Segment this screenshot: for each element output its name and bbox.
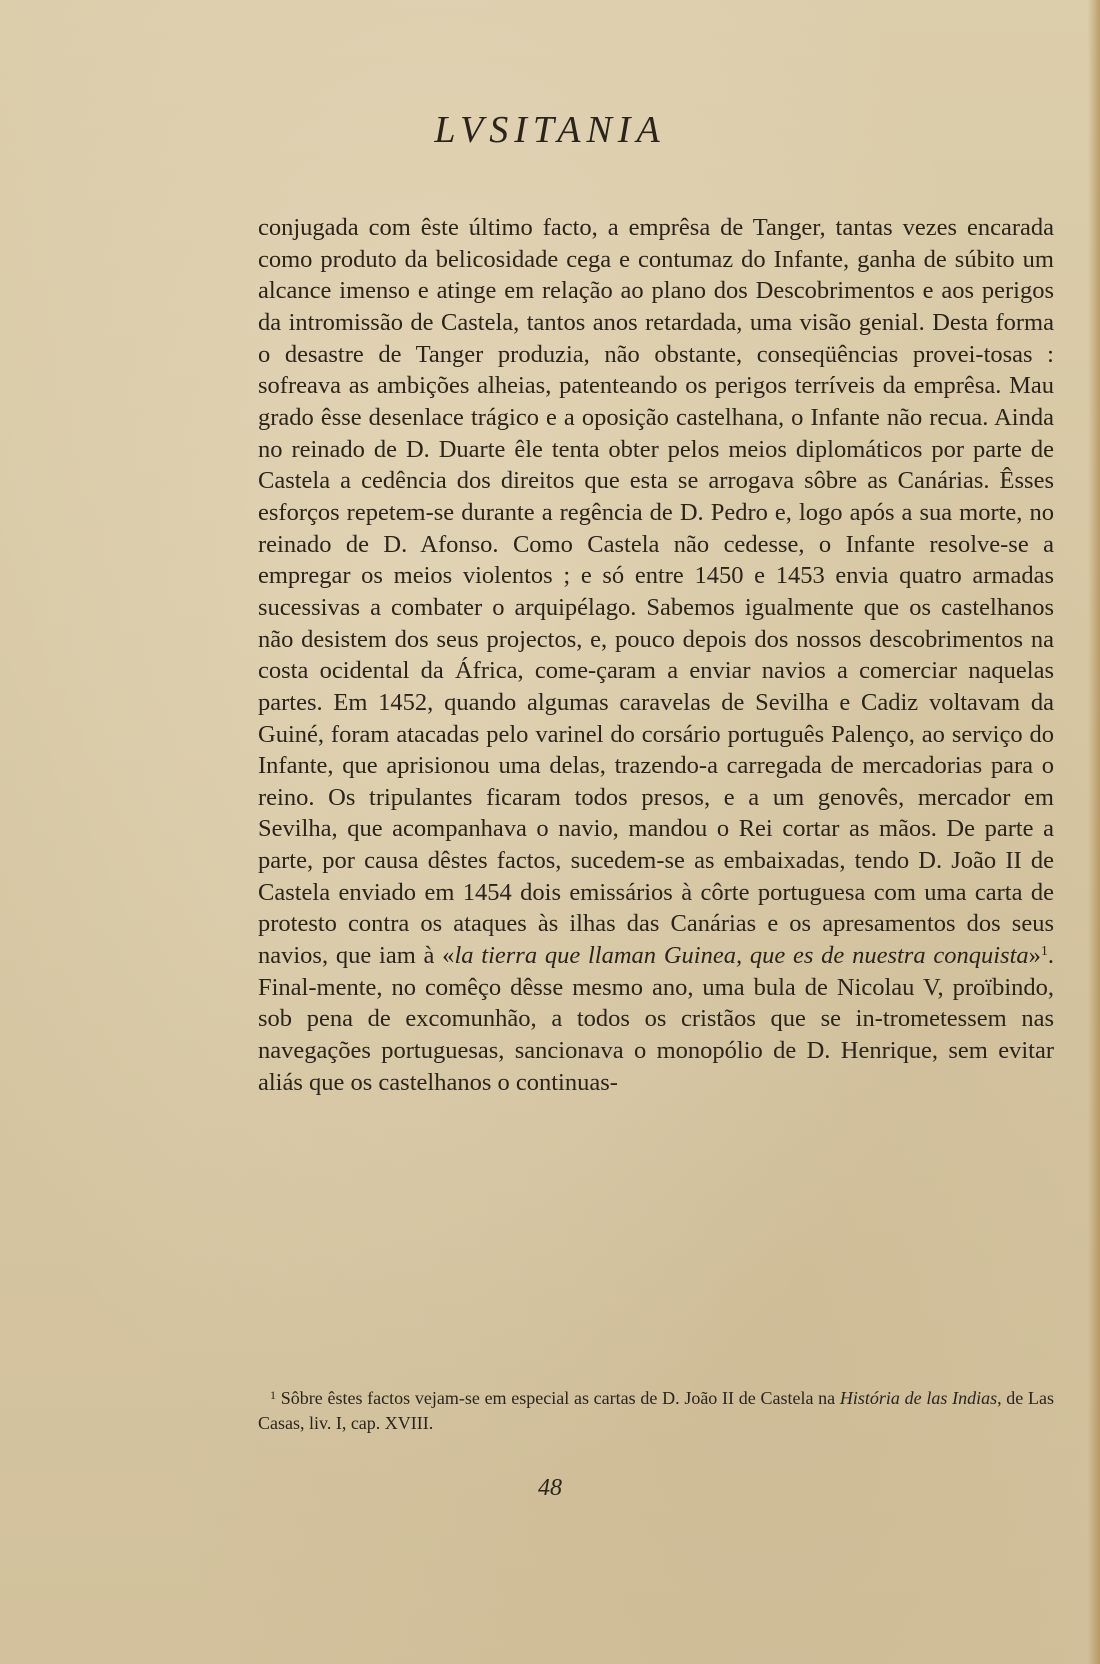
footnote — [258, 1386, 1054, 1436]
spanish-quotation: la tierra que llaman Guinea, que es de nuestra conquista — [454, 942, 1029, 970]
running-head: LVSITANIA — [434, 109, 666, 151]
body-paragraph — [258, 212, 1054, 1098]
page-edge-shadow — [1088, 0, 1100, 1664]
footnote-marker: 1 — [270, 1388, 276, 1402]
footnote-book-title: História de las Indias — [839, 1388, 998, 1408]
footnote-text-start: Sôbre êstes factos vejam-se em especial as cartas de D. João II de Castela na — [280, 1388, 840, 1408]
body-text-run-2: » — [1028, 942, 1041, 970]
page-number: 48 — [538, 1475, 562, 1501]
body-text-run-3: . Final-mente, no comêço dêsse mesmo ano, uma bula de Nicolau V, proïbindo, sob pena de excomunhão, a todos os cristãos que se in-trometessem nas navegações portuguesas, sancionava o monopólio de D. Henrique, sem evitar aliás que os castelhanos o continuas- — [258, 942, 1055, 1096]
footnote-text-end: , de Las Casas, liv. I, cap. XVIII. — [258, 1388, 1055, 1433]
body-text-run-1: conjugada com êste último facto, a emprêsa de Tanger, tantas vezes encarada como produto da belicosidade cega e contumaz do Infante, ganha de súbito um alcance imenso e atinge em relação ao plano dos Descobrimentos e aos perigos da intromissão de Castela, tantos anos retardada, uma visão genial. Desta forma o desastre de Tanger produzia, não obstante, conseqüências provei-tosas : sofreava as ambições alheias, patenteando os perigos terríveis da emprêsa. Mau grado êsse desenlace trágico e a oposição castelhana, o Infante não recua. Ainda no reinado de D. Duarte êle tenta obter pelos meios diplomáticos por parte de Castela a cedência dos direitos que esta se arrogava sôbre as Canárias. Êsses esforços repetem-se durante a regência de D. Pedro e, logo após a sua morte, no reinado de D. Afonso. Como Castela não cedesse, o Infante resolve-se a empregar os meios violentos ; e só entre 1450 e 1453 envia quatro armadas sucessivas a combater o arquipélago. Sabemos igualmente que os castelhanos não desistem dos seus projectos, e, pouco depois dos nossos descobrimentos na costa ocidental da África, come-çaram a enviar navios a comerciar naquelas partes. Em 1452, quando algumas caravelas de Sevilha e Cadiz voltavam da Guiné, foram atacadas pelo varinel do corsário português Palenço, ao serviço do Infante, que aprisionou uma delas, trazendo-a carregada de mercadorias para o reino. Os tripulantes ficaram todos presos, e a um genovês, mercador em Sevilha, que acompanhava o navio, mandou o Rei cortar as mãos. De parte a parte, por causa dêstes factos, sucedem-se as embaixadas, tendo D. João II de Castela enviado em 1454 dois emissários à côrte portuguesa com uma carta de protesto contra os ataques às ilhas das Canárias e os apresamentos dos seus navios, que iam à « — [258, 214, 1054, 970]
footnote-reference: 1 — [1040, 944, 1048, 960]
